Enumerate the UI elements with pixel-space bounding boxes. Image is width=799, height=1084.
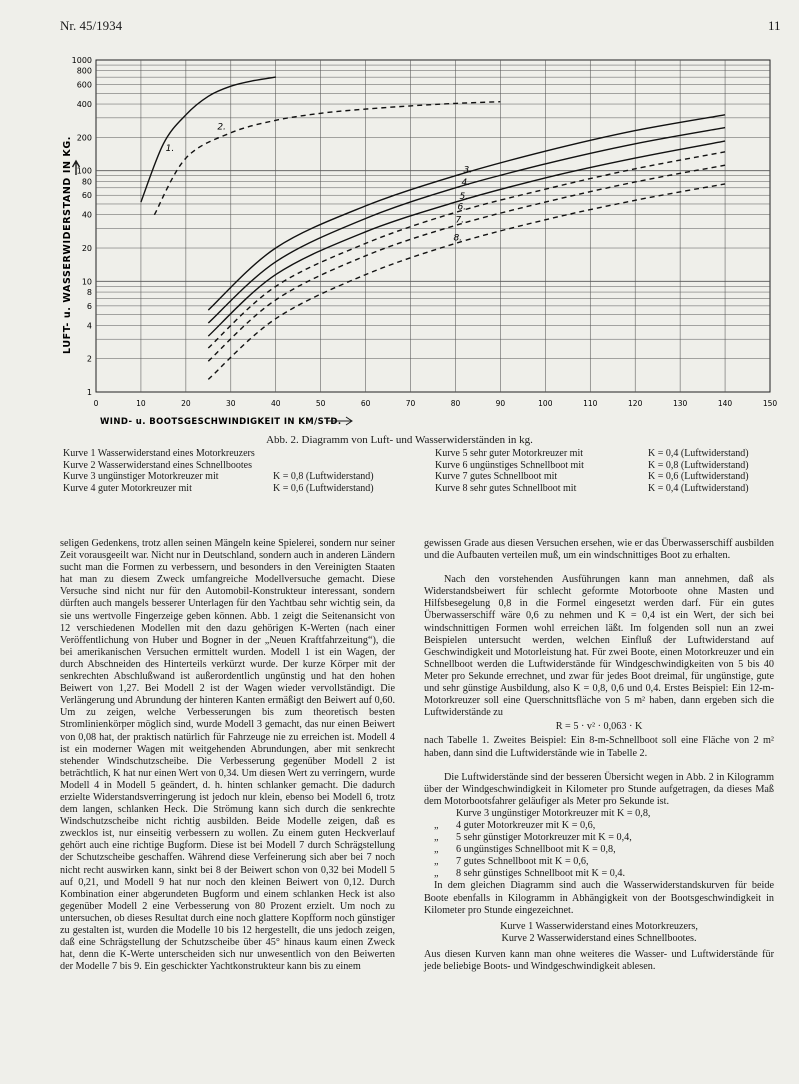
y-tick-label: 800 bbox=[76, 66, 92, 76]
y-tick-label: 20 bbox=[81, 244, 92, 254]
curve-2 bbox=[154, 102, 500, 215]
legend-text: Kurve 6 ungünstiges Schnellboot mit bbox=[435, 459, 584, 471]
curve-list-item bbox=[434, 868, 774, 880]
x-tick-label: 30 bbox=[226, 399, 236, 408]
curve-list-text: 6 ungünstiges Schnellboot mit K = 0,8, bbox=[456, 844, 616, 856]
legend-row bbox=[435, 471, 775, 483]
y-tick-label: 1000 bbox=[71, 56, 92, 65]
water-curve-item: Kurve 1 Wasserwiderstand eines Motorkreuzers, bbox=[500, 920, 698, 932]
x-tick-labels bbox=[94, 399, 778, 408]
curve-list bbox=[424, 808, 774, 881]
x-tick-label: 70 bbox=[405, 399, 416, 408]
water-curve-list bbox=[424, 921, 774, 945]
y-tick-label: 40 bbox=[81, 210, 92, 220]
ditto-mark: „ bbox=[434, 832, 439, 844]
y-axis-label: LUFT- u. WASSERWIDERSTAND IN KG. bbox=[62, 136, 73, 354]
y-tick-label: 6 bbox=[86, 301, 92, 311]
curve-list-text: 4 guter Motorkreuzer mit K = 0,6, bbox=[456, 819, 596, 831]
x-tick-label: 120 bbox=[628, 399, 643, 408]
y-tick-label: 10 bbox=[81, 277, 92, 287]
legend-row bbox=[63, 471, 403, 483]
legend-right bbox=[435, 448, 775, 494]
ditto-mark: „ bbox=[434, 819, 439, 831]
legend-row bbox=[435, 460, 775, 472]
x-tick-label: 150 bbox=[762, 399, 778, 408]
paragraph: Die Luftwiderstände sind der besseren Übersicht wegen in Abb. 2 in Kilogramm über der Windgeschwindigkeit in Kilometer pro Stunde aufgetragen, da dieses Maß dem Motorbootsfahrer geläufiger als Meter pro Sekunde ist. bbox=[424, 771, 774, 807]
paragraph: Nach den vorstehenden Ausführungen kann man annehmen, daß als Widerstandsbeiwert für schlecht geformte Motorboote ohne Masten und Hilfsbesegelung 0,8 in die Formel eingesetzt werden darf. Für ein gutes Überwasserschiff wäre 0,6 zu nehmen und K = 0,4 ist ein Wert, der sich bei windschnittigen Formen wohl erreichen läßt. Im folgenden soll nun an zwei Beispielen untersucht werden, welchen Einfluß der Luftwiderstand auf Geschwindigkeit und Motorleistung hat. Für zwei Boote, einen Motorkreuzer und ein Schnellboot werden die Luftwiderstände für Windgeschwindigkeiten von 5 bis 40 Meter pro Sekunde errechnet, und zwar für jedes Boot dreimal, für ungünstige, gute und sehr günstige Ausbildung, also K = 0,8, 0,6 und 0,4. Erstes Beispiel: Ein 12-m-Motorkreuzer soll eine Querschnittsfläche von 5 m² haben, dann ergeben sich die Luftwiderstände zu bbox=[424, 574, 774, 719]
resistance-chart bbox=[0, 0, 799, 440]
curve-list-text: Kurve 3 ungünstiger Motorkreuzer mit K = 0,8, bbox=[456, 807, 651, 819]
y-tick-label: 60 bbox=[81, 191, 92, 201]
x-tick-label: 140 bbox=[717, 399, 733, 408]
y-tick-label: 8 bbox=[86, 288, 92, 298]
legend-k-value: K = 0,6 (Luftwiderstand) bbox=[648, 471, 749, 483]
curve-label: 3. bbox=[463, 165, 473, 176]
x-tick-label: 0 bbox=[93, 399, 99, 408]
chart-curves bbox=[141, 77, 725, 379]
legend-text: Kurve 5 sehr guter Motorkreuzer mit bbox=[435, 448, 584, 459]
curve-label: 4. bbox=[461, 177, 471, 188]
y-tick-label: 200 bbox=[76, 133, 92, 143]
curve-1 bbox=[141, 77, 276, 202]
curve-label: 2. bbox=[217, 122, 226, 133]
legend-k-value: K = 0,8 (Luftwiderstand) bbox=[648, 459, 749, 471]
y-tick-label: 100 bbox=[76, 166, 92, 176]
y-tick-label: 80 bbox=[81, 177, 92, 187]
legend-k-value: K = 0,4 (Luftwiderstand) bbox=[648, 448, 749, 459]
x-tick-label: 40 bbox=[270, 399, 281, 408]
legend-k-value: K = 0,8 (Luftwiderstand) bbox=[273, 471, 374, 483]
x-tick-label: 130 bbox=[672, 399, 688, 408]
ditto-mark: „ bbox=[434, 856, 439, 868]
curve-label: 7. bbox=[455, 215, 465, 226]
curve-list-text: 5 sehr günstiger Motorkreuzer mit K = 0,4, bbox=[456, 832, 632, 844]
figure-caption: Abb. 2. Diagramm von Luft- und Wasserwiderständen in kg. bbox=[266, 434, 533, 446]
paragraph: In dem gleichen Diagramm sind auch die Wasserwiderstandskurven für beide Boote ebenfalls in Kilogramm in Abhängigkeit von der Bootsgeschwindigkeit in Kilometer pro Stunde eingezeichnet. bbox=[424, 880, 774, 916]
y-tick-label: 2 bbox=[86, 354, 92, 364]
x-tick-label: 80 bbox=[450, 399, 461, 408]
text-column-right bbox=[424, 538, 774, 973]
text-column-left bbox=[60, 538, 395, 973]
paragraph: seligen Gedenkens, trotz allen seinen Mängeln keine Spielerei, sondern nur seiner Zeit vorausgeeilt war. Nicht nur in Deutschland, sondern auch in anderen Ländern sucht man die Formen zu verbessern, und besonders in den Vereinigten Staaten hat man zu diesem Zweck umfangreiche Modellversuche gemacht. Diese Versuche sind nicht nur für den Automobil-Konstrukteur interessant, sondern dürften auch mangels besserer Unterlagen für den Yachtbau sehr wichtig sein, da sie uns wertvolle Fingerzeige geben können. Abb. 1 zeigt die Seitenansicht von 12 verschiedenen Modellen mit den dazu gehörigen K-Werten (nach einer Veröffentlichung von Huber und Bogner in der „Neuen Kraftfahrzeitung“), die bei amerikanischen Versuchen ermittelt wurden. Modell 1 ist ein Wagen, der durch Abschneiden des Hinterteils verkürzt wurde. Der kurze Körper mit der senkrechten Abschlußwand ist außerordentlich ungünstig und hat den hohen Beiwert von 1,27. Bei Modell 2 ist der Wagen wieder vervollständigt. Die Verlängerung und Abrundung der hinteren Kanten ermäßigt den Beiwert auf 0,60. Um zu zeigen, welche Verbesserungen bis zum theoretisch besten Stromlinienkörper möglich sind, wurde Modell 3 gemacht, das nur einen Beiwert von 0,08 hat, der praktisch natürlich für Fahrzeuge nie zu erreichen ist. Modell 4 ist ein moderner Wagen mit weitgehenden Abrundungen, aber mit senkrecht stehender Windschutzscheibe. Die Verbesserung gegenüber Modell 2 ist beträchtlich, K hat nur einen Wert von 0,34. Um diesen Wert zu verringern, wurde Modell 4 in Modell 5 geändert, d. h. hinten schlanker gemacht. Die dadurch erzielte Widerstandsverringerung ist jedoch nur klein, ebenso bei Modell 6, trotz dem langen, schlanken Heck. Die Strömung kann sich durch die senkrechte Windschutzscheibe nicht richtig ausbilden. Beide Modelle zeigen, daß es zwecklos ist, nur einseitig verbessern zu wollen. Zu einem guten Heckverlauf gehört auch eine richtige Bugform. Diese ist bei Modell 7 durch Schrägstellung der Schutzscheibe geschaffen. Während diese Verfeinerung sich aber bei 7 noch nicht recht auswirken kann, sinkt bei 8 der Beiwert schon von 0,32 bei Modell 5 auf 0,21, und Modell 9 hat nur noch den kleinen Beiwert von 0,12. Durch Kombination einer abgerundeten Bugform und einem schlanken Heck ist also gegenüber Modell 2 eine Verbesserung von 80 Prozent erzielt. Um noch zu untersuchen, ob dieses Resultat durch eine noch glattere Kopfform noch günstiger zu gestalten ist, wurden die Modelle 10 bis 12 hergestellt, die uns jedoch zeigen, daß eine Schrägstellung der Schutzscheibe über 45° hinaus kaum einen Zweck hat, denn die K-Werte unterscheiden sich nur unwesentlich von den Beiwerten der Modelle 7 bis 9. Ein geschickter Yachtkonstrukteur kann bis zu einem bbox=[60, 538, 395, 973]
x-tick-label: 60 bbox=[360, 399, 371, 408]
x-tick-label: 20 bbox=[181, 399, 191, 408]
page-header-issue: Nr. 45/1934 bbox=[60, 18, 123, 33]
curve-list-text: 7 gutes Schnellboot mit K = 0,6, bbox=[456, 856, 589, 868]
legend-row bbox=[435, 448, 775, 460]
curve-label: 1. bbox=[165, 144, 175, 155]
x-tick-label: 110 bbox=[583, 399, 598, 408]
y-tick-label: 1 bbox=[86, 388, 92, 397]
curve-list-item bbox=[434, 856, 774, 868]
ditto-mark: „ bbox=[434, 844, 439, 856]
y-tick-labels bbox=[72, 56, 92, 397]
legend-k-value: K = 0,6 (Luftwiderstand) bbox=[273, 482, 374, 494]
water-curve-item: Kurve 2 Wasserwiderstand eines Schnellbootes. bbox=[501, 932, 697, 944]
curve-label: 6. bbox=[457, 202, 467, 213]
curve-label: 5. bbox=[459, 192, 469, 203]
legend-row bbox=[63, 460, 403, 472]
legend-text: Kurve 4 guter Motorkreuzer mit bbox=[63, 482, 192, 494]
curve-list-text: 8 sehr günstiges Schnellboot mit K = 0,4. bbox=[456, 868, 626, 880]
paragraph: nach Tabelle 1. Zweites Beispiel: Ein 8-m-Schnellboot soll eine Fläche von 2 m² haben, dann sind die Luftwiderstände wie in Tabelle 2. bbox=[424, 735, 774, 759]
legend-row bbox=[63, 448, 403, 460]
legend-row bbox=[435, 483, 775, 495]
curve-list-item bbox=[434, 808, 774, 820]
y-tick-label: 600 bbox=[76, 80, 92, 90]
curve-list-item bbox=[434, 844, 774, 856]
page-number: 11 bbox=[768, 18, 781, 33]
curve-list-item bbox=[434, 820, 774, 832]
paragraph: gewissen Grade aus diesen Versuchen ersehen, wie er das Überwasserschiff ausbilden und die Aufbauten verteilen muß, um ein windschnittiges Boot zu erhalten. bbox=[424, 538, 774, 562]
paragraph: Aus diesen Kurven kann man ohne weiteres die Wasser- und Luftwiderstände für jede beliebige Boots- und Windgeschwindigkeit ablesen. bbox=[424, 948, 774, 972]
legend-text: Kurve 1 Wasserwiderstand eines Motorkreuzers bbox=[63, 448, 255, 459]
x-tick-label: 50 bbox=[315, 399, 326, 408]
chart-grid bbox=[96, 60, 770, 392]
curve-list-item bbox=[434, 832, 774, 844]
legend-text: Kurve 8 sehr gutes Schnellboot mit bbox=[435, 482, 577, 494]
y-tick-label: 4 bbox=[86, 321, 92, 331]
curve-label: 8. bbox=[453, 233, 463, 244]
x-axis-label: WIND- u. BOOTSGESCHWINDIGKEIT IN KM/STD. bbox=[100, 417, 342, 427]
legend-text: Kurve 2 Wasserwiderstand eines Schnellbootes bbox=[63, 459, 252, 471]
legend-row bbox=[63, 483, 403, 495]
ditto-mark: „ bbox=[434, 868, 439, 880]
formula: R = 5 · v² · 0,063 · K bbox=[555, 721, 643, 733]
ditto-mark bbox=[434, 808, 456, 820]
x-tick-label: 100 bbox=[538, 399, 553, 408]
x-tick-label: 10 bbox=[136, 399, 146, 408]
plot-frame bbox=[96, 60, 770, 392]
y-tick-label: 400 bbox=[76, 100, 92, 110]
legend-k-value: K = 0,4 (Luftwiderstand) bbox=[648, 482, 749, 494]
legend-text: Kurve 3 ungünstiger Motorkreuzer mit bbox=[63, 471, 219, 483]
x-tick-label: 90 bbox=[495, 399, 506, 408]
legend-text: Kurve 7 gutes Schnellboot mit bbox=[435, 471, 558, 483]
legend-left bbox=[63, 448, 403, 494]
